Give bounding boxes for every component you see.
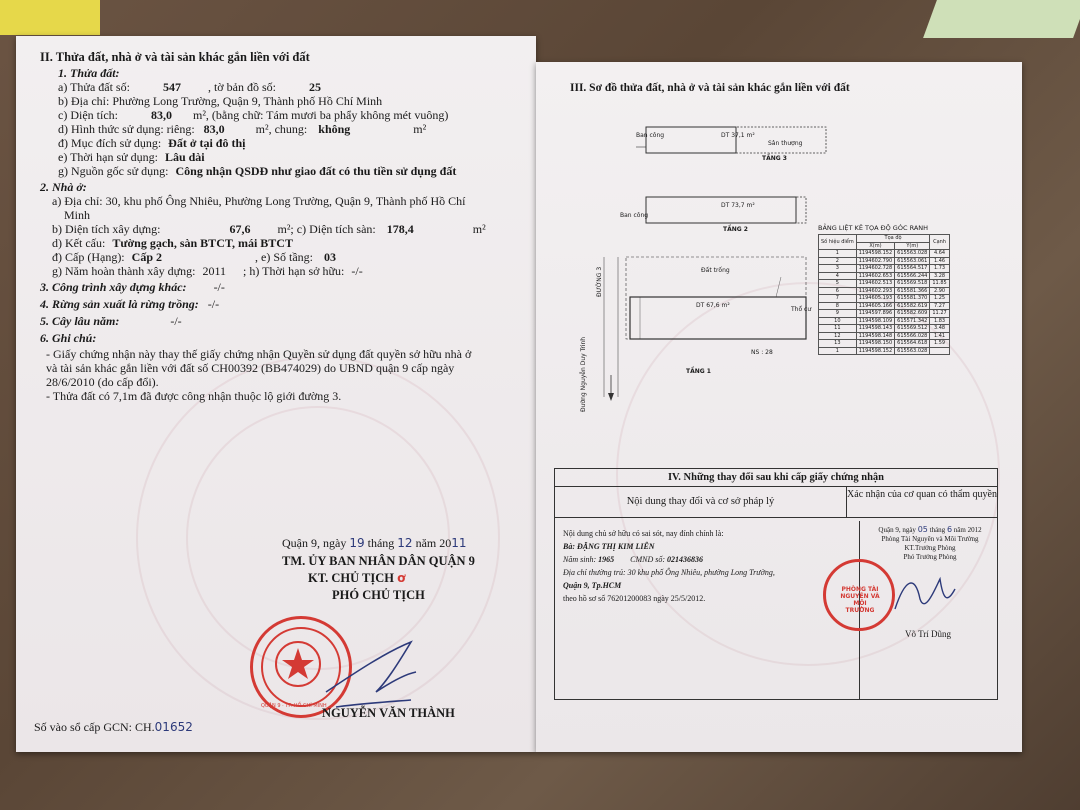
coords-cell: 615569.512 [895,325,930,333]
coords-cell: 1194597.896 [856,310,894,318]
usage-common-unit: m² [413,122,427,136]
land-lot-row [58,80,321,94]
col-point-header: Số hiệu điểm [819,235,857,250]
coords-cell: 1194598.152 [856,347,894,355]
land-sketch-diagram [596,117,836,402]
owner-address-cont: Quận 9, Tp.HCM [563,581,622,590]
coords-cell: 4 [819,272,857,280]
edge-cell: 4.64 [930,250,949,258]
coords-table-wrapper [818,234,950,355]
floors-value: 03 [324,250,336,264]
perennial-label: 5. Cây lâu năm: [40,314,120,328]
floor-area-label: m²; c) Diện tích sàn: [277,222,376,236]
coords-cell: 1194605.166 [856,302,894,310]
confirmation-content [867,525,993,562]
dept-signer-name: Võ Trí Dũng [905,629,952,639]
coords-row [819,310,950,318]
coords-cell: 3 [819,265,857,273]
edge-cell: 1.46 [930,257,949,265]
coords-cell: 615582.609 [895,310,930,318]
coords-cell: 1 [819,347,857,355]
notes-title: 6. Ghi chú: [40,331,97,345]
coords-row [819,265,950,273]
residential-label: Thổ cư [791,306,812,313]
note2: - Thửa đất có 7,1m đã được công nhận thuộc lộ giới đường 3. [46,389,342,403]
edge-cell: 1.83 [930,317,949,325]
house-address-cont: Minh [64,208,91,222]
edge-cell: 7.27 [930,302,949,310]
structure-label: d) Kết cấu: [52,236,106,250]
map-value: 25 [308,80,321,94]
purpose-row [58,136,246,150]
note1-line3: 28/6/2010 (do cấp đổi). [46,375,159,389]
section4-title: IV. Những thay đổi sau khi cấp giấy chứng nhận [555,469,997,487]
edge-cell: 1.59 [930,340,949,348]
coords-row [819,280,950,288]
owner-name: Bà: ĐẶNG THỊ KIM LIÊN [563,542,655,551]
coords-cell: 6 [819,287,857,295]
area-row [58,108,448,122]
floor3-label: TẦNG 3 [762,155,787,162]
coords-cell: 1194598.143 [856,325,894,333]
address-label: b) Địa chỉ: [58,94,110,108]
origin-row [58,164,456,178]
coords-cell: 2 [819,257,857,265]
registration-value: 01652 [154,720,193,734]
coords-cell: 11 [819,325,857,333]
coords-cell: 1194602.728 [856,265,894,273]
coords-cell: 1194602.653 [856,272,894,280]
floor3-dt-label: DT 37,1 m² [721,132,755,139]
coords-row [819,340,950,348]
floors-label: , e) Số tầng: [255,250,313,264]
land-title: 1. Thửa đất: [58,66,120,80]
certificate-right-page [536,62,1022,752]
road3-label: ĐƯỜNG 3 [596,266,603,297]
note1-line2: và tài sản khác gắn liền với đất số CH00392 (BB474029) do UBND quận 9 cấp ngày [46,361,455,375]
coords-cell: 10 [819,317,857,325]
house-title: 2. Nhà ở: [40,180,87,194]
grade-value: Cấp 2 [131,250,162,264]
map-label: , tờ bản đồ số: [207,80,276,94]
coords-cell: 615571.342 [895,317,930,325]
coords-row [819,332,950,340]
coords-cell: 615569.518 [895,280,930,288]
col-edge-header: Cạnh [930,235,949,250]
coords-cell: 8 [819,302,857,310]
coords-cell: 1 [819,250,857,258]
floor-area-unit: m² [472,222,486,236]
committee-title: TM. ỦY BAN NHÂN DÂN QUẬN 9 [282,554,475,568]
edge-cell: 11.27 [930,310,949,318]
coords-row [819,250,950,258]
purpose-value: Đất ở tại đô thị [168,136,246,150]
change-line1: Nội dung chủ sở hữu có sai sót, nay đính chính là: [563,529,724,538]
structure-row [52,236,293,250]
house-address-label: a) Địa chỉ: [52,194,103,208]
lot-label: a) Thửa đất số: [58,80,130,94]
area-value: 83,0 [150,108,172,122]
col-x-header: X(m) [856,242,894,250]
edge-cell: 3.28 [930,272,949,280]
usage-form-row [58,122,426,136]
other-works-row [40,280,225,294]
ownership-term-label: ; h) Thời hạn sở hữu: [243,264,345,278]
owner-address: Địa chỉ thường trú: 30 khu phố Ông Nhiêu, phường Long Trường, [563,568,775,577]
coords-cell: 615582.619 [895,302,930,310]
handwritten-mark: ơ [397,571,406,585]
usage-form-label: d) Hình thức sử dụng: riêng: [58,122,195,136]
floor3-balcony-label: Ban công [636,132,665,139]
confirm-kt: KT.Trưởng Phòng [904,544,956,552]
floor2-balcony-label: Ban công [620,212,649,219]
coords-cell: 1194598.152 [856,250,894,258]
coords-row [819,317,950,325]
certificate-left-page [16,36,536,752]
floor-area-value: 178,4 [386,222,414,236]
coords-cell: 1194602.790 [856,257,894,265]
change-content [563,527,775,605]
coords-cell: 615581.366 [895,287,930,295]
floor2-dt-label: DT 73,7 m² [721,202,755,209]
coords-row [819,272,950,280]
confirm-vice: Phó Trưởng Phòng [903,553,957,561]
owner-birth-id: Năm sinh: 1965 CMND số: 021436836 [563,555,704,564]
edge-cell: 1.25 [930,295,949,303]
house-area-row [52,222,486,236]
coords-cell: 615564.517 [895,265,930,273]
edge-cell: 1.73 [930,265,949,273]
issue-month: 12 [397,536,413,550]
usage-private-value: 83,0 [203,122,225,136]
year-row [52,264,363,278]
house-address-value: 30, khu phố Ông Nhiêu, Phường Long Trường, Quận 9, Thành phố Hồ Chí [105,194,466,208]
coords-cell: 12 [819,332,857,340]
change-content-header: Nội dung thay đổi và cơ sở pháp lý [555,487,847,517]
perennial-value: -/- [170,314,182,328]
nguyen-duy-trinh-road-label: Đường Nguyễn Duy Trinh [580,336,587,412]
coords-table [818,234,950,355]
issue-day: 19 [349,536,365,550]
grade-row [52,250,336,264]
year-label: g) Năm hoàn thành xây dựng: [52,264,196,278]
adjacent-ns-label: NS : 28 [751,349,773,356]
coords-cell: 13 [819,340,857,348]
floor1-dt-label: DT 67,6 m² [696,302,730,309]
purpose-label: đ) Mục đích sử dụng: [58,136,162,150]
coords-cell: 615581.370 [895,295,930,303]
term-label: e) Thời hạn sử dụng: [58,150,158,164]
coords-table-title: BẢNG LIỆT KÊ TỌA ĐỘ GÓC RANH [818,224,929,232]
dept-seal-text: PHÒNG TÀI NGUYÊN VÀ MÔI TRƯỜNG [840,586,880,614]
changes-box [554,468,998,700]
edge-cell [930,347,949,355]
edge-cell: 2.90 [930,287,949,295]
vice-chairman-title: PHÓ CHỦ TỊCH [332,588,425,602]
dept-handwritten-signature [885,569,965,619]
area-words: m², (bằng chữ: Tám mươi ba phẩy không mét vuông) [192,108,449,122]
area-label: c) Diện tích: [58,108,118,122]
coords-row [819,302,950,310]
coords-cell: 1194598.148 [856,332,894,340]
address-row [58,94,382,108]
coords-cell: 7 [819,295,857,303]
grade-label: đ) Cấp (Hạng): [52,250,125,264]
term-value: Lâu dài [164,150,205,164]
address-value: Phường Long Trường, Quận 9, Thành phố Hồ Chí Minh [112,94,383,108]
issue-date: Quận 9, ngày 19 tháng 12 năm 2011 [282,536,467,550]
forest-value: -/- [207,297,220,311]
coords-cell: 615566.028 [895,332,930,340]
edge-cell: 3.48 [930,325,949,333]
confirm-date: Quận 9, ngày 05 tháng 6 năm 2012 [878,525,982,534]
confirmation-header: Xác nhận của cơ quan có thẩm quyền [847,489,997,500]
empty-land-label: Đất trống [701,267,730,274]
note1-line1: - Giấy chứng nhận này thay thế giấy chứng nhận Quyền sử dụng đất quyền sở hữu nhà ở [46,347,472,361]
coords-row [819,347,950,355]
forest-label: 4. Rừng sản xuất là rừng trồng: [40,297,199,311]
rooftop-label: Sân thượng [768,140,803,147]
term-row [58,150,205,164]
issue-year: 11 [451,536,467,550]
coords-cell: 1194598.150 [856,340,894,348]
coords-cell: 615566.244 [895,272,930,280]
structure-value: Tường gạch, sàn BTCT, mái BTCT [112,236,293,250]
origin-label: g) Nguồn gốc sử dụng: [58,164,169,178]
year-value: 2011 [202,264,227,278]
edge-cell: 11.85 [930,280,949,288]
coords-row [819,325,950,333]
building-area-value: 67,6 [229,222,251,236]
origin-value: Công nhận QSDĐ như giao đất có thu tiền sử dụng đất [175,164,457,178]
coords-cell: 1194605.193 [856,295,894,303]
green-folder [923,0,1080,38]
section3-title: III. Sơ đồ thửa đất, nhà ở và tài sản khác gắn liền với đất [570,82,850,94]
col-y-header: Y(m) [895,242,930,250]
other-works-label: 3. Công trình xây dựng khác: [40,280,187,294]
floor1-label: TẦNG 1 [686,368,711,375]
ownership-term-value: -/- [351,264,363,278]
lot-value: 547 [162,80,181,94]
confirm-dept: Phòng Tài Nguyên và Môi Trường [881,535,979,543]
section2-title: II. Thửa đất, nhà ở và tài sản khác gắn liền với đất [40,50,310,64]
other-works-value: -/- [213,280,225,294]
coords-cell: 5 [819,280,857,288]
coords-row [819,287,950,295]
col-coord-header: Tọa độ [856,235,930,243]
seal-text: QUẬN 9 · TP. HỒ CHÍ MINH [261,703,327,709]
coords-cell: 1194598.109 [856,317,894,325]
house-address-row [52,194,465,208]
edge-cell: 1.41 [930,332,949,340]
coords-row [819,257,950,265]
coords-cell: 1194602.513 [856,280,894,288]
building-area-label: b) Diện tích xây dựng: [52,222,161,236]
dossier-ref: theo hồ sơ số 76201200083 ngày 25/5/2012. [563,594,706,603]
usage-common-label: m², chung: [255,122,308,136]
usage-common-value: không [318,122,351,136]
forest-row [40,297,219,311]
coords-cell: 615563.061 [895,257,930,265]
floor2-label: TẦNG 2 [723,226,748,233]
perennial-row [40,314,182,328]
signer-name: NGUYỄN VĂN THÀNH [322,706,455,720]
coords-cell: 9 [819,310,857,318]
coords-cell: 615563.028 [895,250,930,258]
chairman-title: KT. CHỦ TỊCH ơ [308,571,406,585]
yellow-folder [0,0,100,35]
coords-cell: 615564.618 [895,340,930,348]
coords-row [819,295,950,303]
coords-cell: 1194602.293 [856,287,894,295]
registration-number: Số vào sổ cấp GCN: CH.01652 [34,720,193,734]
coords-cell: 615563.028 [895,347,930,355]
